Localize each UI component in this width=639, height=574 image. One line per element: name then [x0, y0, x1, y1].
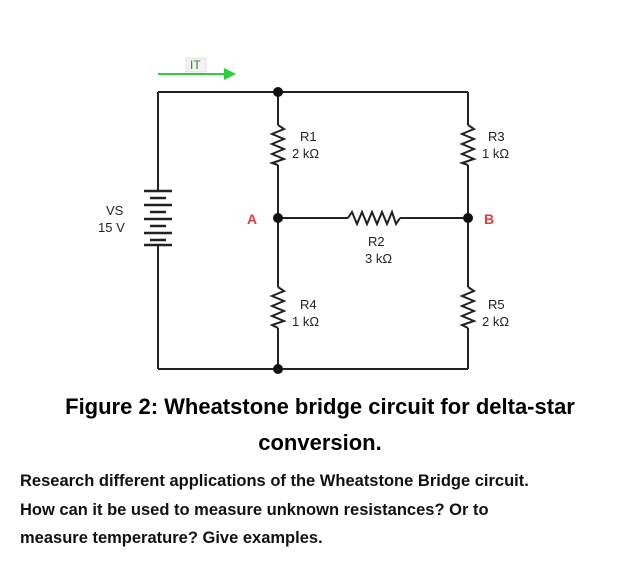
r1-value: 2 kΩ — [292, 146, 320, 161]
junction-b — [463, 213, 473, 223]
r5-name: R5 — [488, 297, 505, 312]
question-line2: How can it be used to measure unknown resistances? Or to — [20, 501, 489, 519]
current-label: IT — [190, 58, 201, 72]
question-line3: measure temperature? Give examples. — [20, 529, 323, 547]
question-line1: Research different applications of the Wheatstone Bridge circuit. — [20, 472, 529, 490]
junction-a — [273, 213, 283, 223]
resistor-r1 — [272, 125, 284, 165]
r3-name: R3 — [488, 129, 505, 144]
figure-caption-line2: conversion. — [258, 430, 382, 455]
r1-name: R1 — [300, 129, 317, 144]
resistor-r4 — [272, 287, 284, 328]
source-name: VS — [106, 203, 124, 218]
source-value: 15 V — [98, 220, 125, 235]
r4-name: R4 — [300, 297, 317, 312]
node-b-label: B — [484, 211, 495, 227]
r2-value: 3 kΩ — [365, 251, 393, 266]
r2-name: R2 — [368, 234, 385, 249]
r4-value: 1 kΩ — [292, 314, 320, 329]
junction-top — [273, 87, 283, 97]
r3-value: 1 kΩ — [482, 146, 510, 161]
r5-value: 2 kΩ — [482, 314, 510, 329]
figure-caption-line1: Figure 2: Wheatstone bridge circuit for delta-star — [65, 394, 575, 419]
resistor-r5 — [462, 287, 474, 328]
node-a-label: A — [247, 211, 258, 227]
battery-symbol — [144, 191, 172, 245]
resistor-r2 — [348, 212, 400, 224]
junction-bottom — [273, 364, 283, 374]
resistor-r3 — [462, 125, 474, 165]
